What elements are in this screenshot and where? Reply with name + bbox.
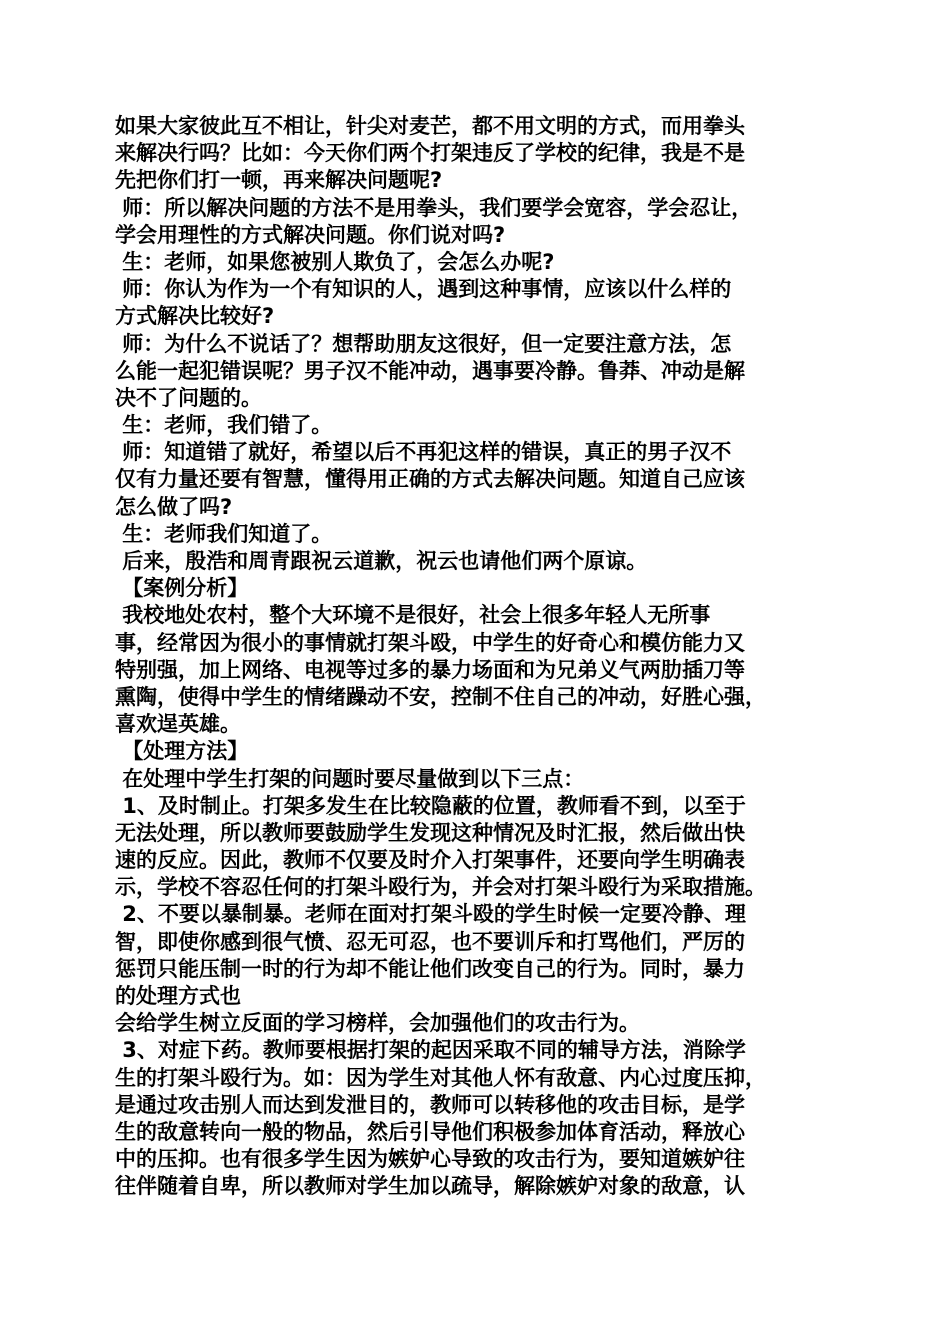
text-line: 往伴随着自卑，所以教师对学生加以疏导，解除嫉妒对象的敌意，认	[115, 1174, 745, 1199]
section-heading: 【案例分析】	[115, 576, 249, 601]
text-line: 会给学生树立反面的学习榜样，会加强他们的攻击行为。	[115, 1011, 640, 1036]
text-line: 学会用理性的方式解决问题。你们说对吗?	[115, 222, 506, 247]
text-line: 的处理方式也	[115, 984, 241, 1008]
text-line: 中的压抑。也有很多学生因为嫉妒心导致的攻击行为，要知道嫉妒往	[115, 1147, 745, 1172]
text-line: 怎么做了吗?	[115, 494, 233, 519]
text-line: 无法处理，所以教师要鼓励学生发现这种情况及时汇报，然后做出快	[115, 820, 745, 845]
text-line: 如果大家彼此互不相让，针尖对麦芒，都不用文明的方式，而用拳头	[115, 114, 745, 138]
text-line: 先把你们打一顿，再来解决问题呢?	[115, 168, 443, 193]
text-line: 1、及时制止。打架多发生在比较隐蔽的位置，教师看不到，以至于	[115, 793, 746, 818]
text-line: 3、对症下药。教师要根据打架的起因采取不同的辅导方法，消除学	[115, 1038, 746, 1063]
text-line: 熏陶，使得中学生的情绪躁动不安，控制不住自己的冲动，好胜心强，	[115, 684, 766, 709]
text-line: 在处理中学生打架的问题时要尽量做到以下三点：	[115, 766, 585, 791]
text-line: 决不了问题的。	[115, 385, 262, 410]
text-line: 生的打架斗殴行为。如：因为学生对其他人怀有敌意、内心过度压抑，	[115, 1065, 766, 1090]
text-line: 师：所以解决问题的方法不是用拳头，我们要学会宽容，学会忍让，	[115, 195, 753, 220]
text-line: 么能一起犯错误呢？男子汉不能冲动，遇事要冷静。鲁莽、冲动是解	[115, 358, 745, 383]
section-heading: 【处理方法】	[115, 739, 249, 764]
text-line: 生：老师，我们错了。	[115, 413, 333, 438]
text-line: 生：老师，如果您被别人欺负了，会怎么办呢?	[115, 249, 555, 274]
text-line: 方式解决比较好?	[115, 304, 275, 329]
text-line: 师：为什么不说话了？想帮助朋友这很好，但一定要注意方法，怎	[115, 331, 732, 356]
document-page	[115, 113, 855, 1201]
text-line: 后来，殷浩和周青跟祝云道歉，祝云也请他们两个原谅。	[115, 549, 648, 573]
text-line: 来解决行吗？比如：今天你们两个打架违反了学校的纪律，我是不是	[115, 141, 745, 166]
text-line: 速的反应。因此，教师不仅要及时介入打架事件，还要向学生明确表	[115, 848, 745, 873]
text-line: 生的敌意转向一般的物品，然后引导他们积极参加体育活动，释放心	[115, 1119, 745, 1144]
text-line: 师：你认为作为一个有知识的人，遇到这种事情，应该以什么样的	[115, 277, 732, 302]
text-line: 惩罚只能压制一时的行为却不能让他们改变自己的行为。同时，暴力	[115, 956, 745, 981]
text-line: 师：知道错了就好，希望以后不再犯这样的错误，真正的男子汉不	[115, 440, 732, 465]
text-line: 喜欢逞英雄。	[115, 712, 241, 737]
text-line: 智，即使你感到很气愤、忍无可忍，也不要训斥和打骂他们，严厉的	[115, 929, 745, 954]
text-line: 生：老师我们知道了。	[115, 521, 333, 546]
text-line: 2、不要以暴制暴。老师在面对打架斗殴的学生时候一定要冷静、理	[115, 902, 746, 927]
text-line: 是通过攻击别人而达到发泄目的，教师可以转移他的攻击目标，是学	[115, 1092, 745, 1117]
text-line: 仅有力量还要有智慧，懂得用正确的方式去解决问题。知道自己应该	[115, 467, 745, 492]
text-line: 示，学校不容忍任何的打架斗殴行为，并会对打架斗殴行为采取措施。	[115, 875, 766, 900]
text-line: 我校地处农村，整个大环境不是很好，社会上很多年轻人无所事	[115, 603, 711, 628]
text-line: 特别强，加上网络、电视等过多的暴力场面和为兄弟义气两肋插刀等	[115, 657, 745, 682]
text-line: 事，经常因为很小的事情就打架斗殴，中学生的好奇心和模仿能力又	[115, 630, 745, 655]
